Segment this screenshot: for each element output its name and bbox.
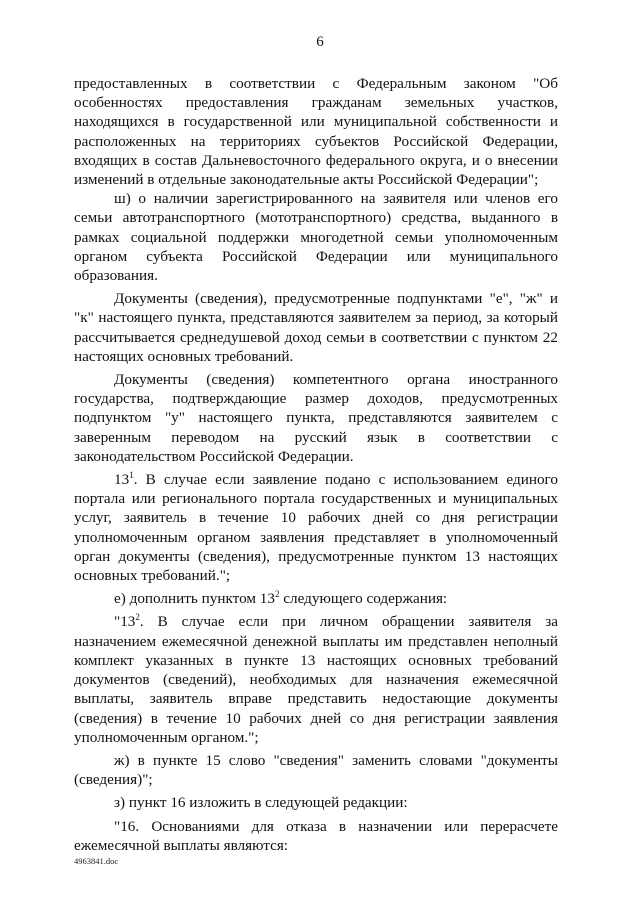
- item-e-text: е) дополнить пунктом 13: [114, 590, 275, 608]
- paragraph-13-2: [74, 612, 558, 746]
- clause-number: "13: [114, 613, 136, 631]
- paragraph-continuation: предоставленных в соответствии с Федеральным законом "Об особенностях предоставления гражданам земельных участков, находящихся в государственной или муниципальной собственности и расположенных на территориях субъектов Российской Федерации, входящих в состав Дальневосточного федерального округа, и о внесении изменений в отдельные законодательные акты Российской Федерации";: [74, 75, 558, 189]
- clause-superscript: 2: [135, 612, 140, 623]
- document-body: [74, 74, 558, 855]
- item-e-text-end: следующего содержания:: [279, 590, 448, 608]
- paragraph-item-zh: ж) в пункте 15 слово "сведения" заменить словами "документы (сведения)";: [74, 751, 558, 789]
- paragraph-16: "16. Основаниями для отказа в назначении или перерасчете ежемесячной выплаты являются:: [74, 817, 558, 854]
- clause-number: 13: [114, 471, 130, 489]
- clause-superscript: 1: [129, 470, 134, 481]
- paragraph-item-sh: ш) о наличии зарегистрированного на заявителя или членов его семьи автотранспортного (мототранспортного) средства, выданного в рамках социальной поддержки многодетной семьи уполномоченным органом субъекта Российской Федерации или муниципального образования.: [74, 190, 558, 285]
- page-number: 6: [316, 34, 324, 50]
- clause-text: . В случае если заявление подано с использованием единого портала или регионального портала государственных и муниципальных услуг, заявитель в течение 10 рабочих дней со дня регистрации уполномоченным органом заявления представляет в уполномоченный орган документы (сведения), предусмотренные пунктом 13 настоящих основных требований.";: [74, 471, 558, 585]
- paragraph-item-e: [74, 589, 558, 608]
- paragraph-item-z: з) пункт 16 изложить в следующей редакции:: [114, 794, 408, 812]
- item-e-superscript: 2: [275, 589, 280, 600]
- clause-text: . В случае если при личном обращении заявителя за назначением ежемесячной денежной выплаты им представлен неполный комплект указанных в пункте 13 настоящих основных требований документов (сведений), необходимых для назначения ежемесячной выплаты, заявитель вправе представить недостающие документы (сведения) в течение 10 рабочих дней со дня регистрации заявления уполномоченным органом.";: [74, 613, 558, 746]
- file-footer: 4963841.doc: [74, 856, 119, 866]
- paragraph-documents-period: Документы (сведения), предусмотренные подпунктами "е", "ж" и "к" настоящего пункта, представляются заявителем за период, за который рассчитывается среднедушевой доход семьи в соответствии с пунктом 22 настоящих основных требований.: [74, 290, 558, 365]
- paragraph-13-1: [74, 470, 558, 585]
- paragraph-foreign-documents: Документы (сведения) компетентного органа иностранного государства, подтверждающие размер доходов, предусмотренных подпунктом "у" настоящего пункта, представляются заявителем с заверенным переводом на русский язык в соответствии с законодательством Российской Федерации.: [74, 371, 558, 465]
